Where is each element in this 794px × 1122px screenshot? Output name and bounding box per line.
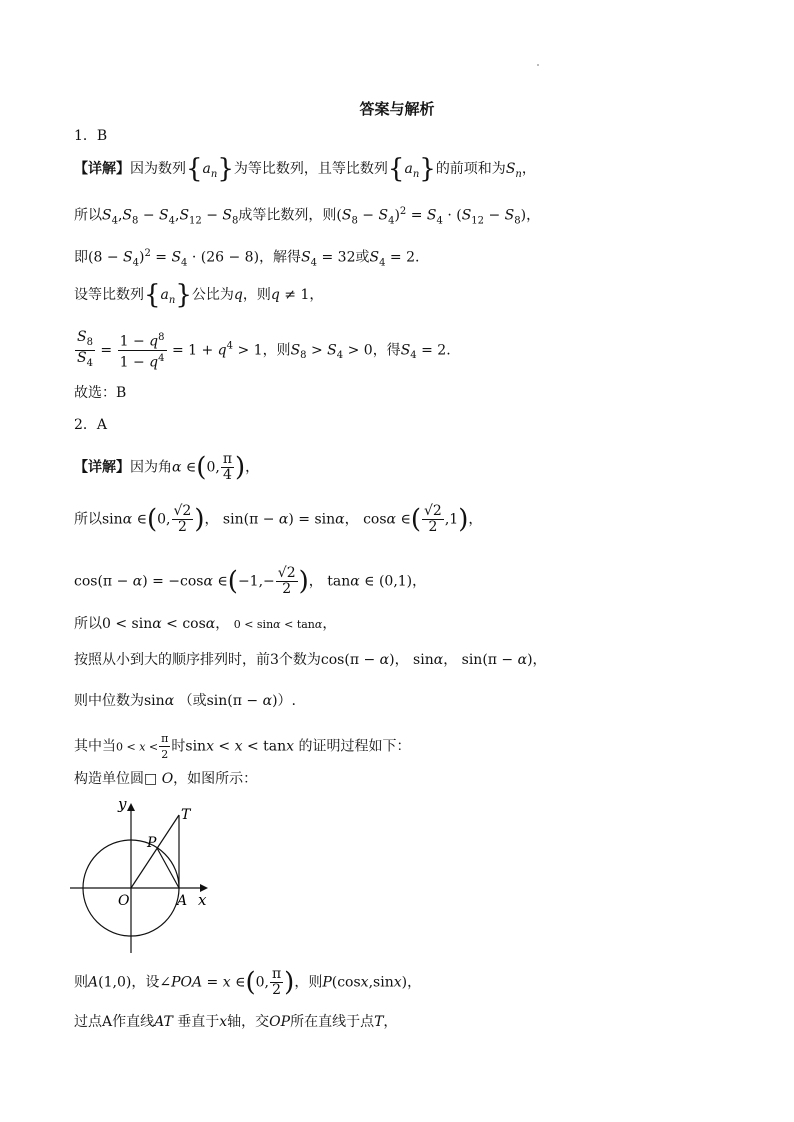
label-y: y xyxy=(118,795,127,813)
q1-l2-b: 成等比数列，则 xyxy=(238,207,337,224)
chord-PA xyxy=(157,848,179,888)
q1-l1-a: 因为数列 xyxy=(130,161,186,177)
q1-l2-a: 所以 xyxy=(74,207,102,224)
q2-line-6: 则中位数为sinα （或sin(π − α)）. xyxy=(74,693,296,709)
q2-l5-a: 按照从小到大的顺序排列时，前3个数为 xyxy=(74,652,321,668)
q2-l9-c: ，则 xyxy=(294,974,323,991)
q1-l3-a: 即 xyxy=(74,249,88,266)
q2-l7-a: 其中当 xyxy=(74,738,116,755)
q2-tag: 【详解】 xyxy=(74,459,130,476)
q2-l7-b: 时 xyxy=(171,738,186,755)
q2-l6-a: 则中位数为 xyxy=(74,693,144,709)
q1-l4-c: ，则 xyxy=(242,287,271,303)
q2-l10-d: 所在直线于点 xyxy=(290,1014,375,1030)
q2-l10-b: 垂直于 xyxy=(177,1014,220,1030)
q2-l1-a: 因为角 xyxy=(130,459,172,476)
label-A: A xyxy=(177,893,188,909)
unit-circle-figure xyxy=(66,795,226,955)
q2-line-8: 构造单位圆□ O，如图所示： xyxy=(74,771,258,787)
q2-line-7: 其中当0 < x < $\frac{\pi}{2}$ 时sinx < x < tanx 的证明过程如下： xyxy=(74,732,411,761)
q1-l4-a: 设等比数列 xyxy=(74,287,144,303)
q2-line-5: 按照从小到大的顺序排列时，前3个数为cos(π − α)， sinα， sin(π − α)， xyxy=(74,652,547,668)
q2-l4-a: 所以 xyxy=(74,616,102,632)
q2-line-2: 所以sinα ∈(0, $\frac{√2}{2}$ )， sin(π − α) = sinα， cosα ∈( $\frac{√2}{2}$ ,1)， xyxy=(74,503,483,535)
q1-l1-b: 为等比数列，且等比数列 xyxy=(233,161,388,177)
label-x: x xyxy=(198,891,207,909)
q2-l2-a: 所以 xyxy=(74,511,102,528)
y-axis-arrow xyxy=(127,803,135,811)
q2-l10-a: 过点A作直线 xyxy=(74,1014,155,1030)
q2-number: 2．A xyxy=(74,417,108,433)
q1-l3-b: ，解得 xyxy=(259,249,302,266)
q1-number: 1．B xyxy=(74,128,108,144)
q2-line-3: cos(π − α) = −cosα ∈(−1,− $\frac{√2}{2}$ )， tanα ∈ (0,1)， xyxy=(74,565,427,597)
q2-l9-b: ，设 xyxy=(131,974,160,991)
q1-l4-b: 公比为 xyxy=(191,287,234,303)
q1-line-2: 所以$S_4,S_8 - S_4,S_{12} - S_8$成等比数列，则$(S_8 - S_4)^2 = S_4 \cdot (S_{12} - S_8)$， xyxy=(74,206,541,227)
q1-tag: 【详解】 xyxy=(74,161,130,177)
q1-line-3: 即$(8 - S_4)^2 = S_4 \cdot (26 - 8)$，解得$S_4 = 32$或$S_4 = 2$. xyxy=(74,248,420,269)
q2-l10-c: 轴，交 xyxy=(227,1014,270,1030)
q1-line-5: $\frac{S_8}{S_4}$ = $\frac{1 - q^8}{1 - q^4}$ = $1 + q^4 > 1$，则$S_8 > S_4 > 0$，得$S_4 = 2$. xyxy=(77,329,451,371)
q2-line-4: 所以0 < sinα < cosα， 0 < sinα < tanα， xyxy=(74,616,337,632)
q1-line-4: 设等比数列$\{a_n\}$公比为q，则q ≠ 1， xyxy=(74,280,324,310)
line-OT xyxy=(131,815,179,888)
page-title: 答案与解析 xyxy=(359,100,435,118)
q1-l5-b: ，得 xyxy=(372,342,401,359)
q2-line-10: 过点A作直线AT 垂直于x轴，交OP所在直线于点T， xyxy=(74,1014,398,1030)
label-T: T xyxy=(181,807,191,823)
q2-l6-b: （或 xyxy=(178,693,207,709)
q2-l7-c: 的证明过程如下： xyxy=(298,738,411,755)
q2-l6-c: ）. xyxy=(277,693,296,709)
q1-line-1: 【详解】因为数列$\{a_n\}$为等比数列，且等比数列$\{a_n\}$的前项和为$S_n$， xyxy=(74,154,536,184)
q1-conclusion: 故选：B xyxy=(74,385,127,401)
q2-l8-b: ，如图所示： xyxy=(173,771,258,787)
label-O: O xyxy=(118,893,130,909)
q2-l8-a: 构造单位圆 xyxy=(74,771,144,787)
q2-l9-a: 则 xyxy=(74,974,88,991)
q2-line-1: 【详解】因为角α ∈(0, $\frac{\pi}{4}$ )， xyxy=(74,451,260,483)
q2-line-9: 则A(1,0)，设∠POA = x ∈(0, $\frac{\pi}{2}$ )，则P(cosx,sinx)， xyxy=(74,966,422,998)
q1-l5-a: ，则 xyxy=(262,342,291,359)
q1-l3-c: 或 xyxy=(355,249,370,266)
label-P: P xyxy=(147,835,157,851)
scan-mark xyxy=(537,64,539,66)
q1-l1-c: 的前项和为 xyxy=(435,161,506,177)
